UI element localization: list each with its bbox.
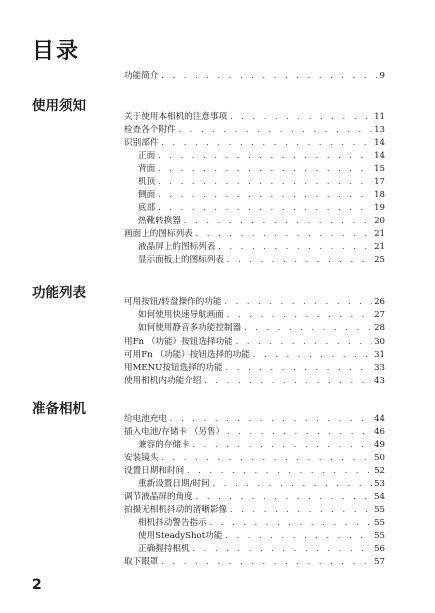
toc-entry-label: 兼容的存储卡 [138,440,190,450]
toc-entry-page: 18 [374,190,385,200]
leader-dots [157,189,372,201]
toc-entry-page: 46 [374,427,385,437]
leader-dots [229,111,372,123]
toc-entry-label: 热靴转换器 [138,216,181,226]
toc-entry-page: 56 [374,544,385,554]
toc-entry-label: 底部 [138,203,156,213]
leader-dots [160,70,377,82]
toc-entry-label: 安装镜头 [124,453,159,463]
toc-entry-page: 21 [374,229,385,239]
toc-subentry[interactable] [138,150,385,162]
toc-entry-page: 27 [374,310,385,320]
toc-entry-page: 31 [374,350,385,360]
leader-dots [203,375,372,387]
toc-entry-page: 55 [374,518,385,528]
toc-subentry[interactable] [138,189,385,201]
toc-entry-label: 关于使用本相机的注意事项 [124,112,228,122]
toc-entry-label: 拍摄无相机抖动的清晰影像 [124,505,228,515]
toc-entry-page: 43 [374,376,385,386]
toc-subentry[interactable] [138,254,385,266]
toc-entry[interactable] [124,137,385,149]
toc-entry[interactable] [124,491,385,503]
toc-entry-label: 画面上的图标列表 [124,229,193,239]
toc-entry-label: 相机抖动警告指示 [138,518,207,528]
toc-entry-label: 重新设置日期/时间 [138,479,210,489]
toc-entry[interactable] [124,426,385,438]
toc-entry-label: 正确握持相机 [138,544,190,554]
toc-entry-label: 如何使用快速导航画面 [138,310,224,320]
toc-entry[interactable] [124,375,385,387]
toc-entry-label: 机顶 [138,177,156,187]
toc-subentry[interactable] [138,322,385,334]
toc-subentry[interactable] [138,530,385,542]
toc-entry-page: 50 [374,453,385,463]
toc-entry[interactable] [124,465,385,477]
toc-subentry[interactable] [138,241,385,253]
leader-dots [225,362,372,374]
leader-dots [192,543,372,555]
toc-entry[interactable] [124,111,385,123]
toc-entry-page: 17 [374,177,385,187]
leader-dots [235,336,372,348]
toc-entry-label: 设置日期和时间 [124,466,185,476]
leader-dots [252,349,372,361]
leader-dots [226,426,372,438]
toc-entry-label: 插入电池/存储卡 （另售） [124,427,225,437]
toc-entry[interactable] [124,228,385,240]
toc-entry-label: 功能简介 [124,71,159,81]
toc-entry-page: 14 [374,138,385,148]
page-title: 目录 [32,39,81,64]
leader-dots [169,413,372,425]
toc-entry[interactable] [124,452,385,464]
toc-entry-page: 53 [374,479,385,489]
toc-entry-page: 55 [374,531,385,541]
leader-dots [160,452,372,464]
leader-dots [217,241,372,253]
leader-dots [226,254,372,266]
toc-entry-page: 33 [374,363,385,373]
toc-entry-page: 11 [374,112,385,122]
toc-entry-label: 如何使用静音多功能控制器 [138,323,242,333]
toc-entry[interactable] [124,336,385,348]
leader-dots [186,465,372,477]
toc-entry-label: 用MENU按钮选择的功能 [124,363,223,373]
toc-entry[interactable] [124,296,385,308]
toc-subentry[interactable] [138,478,385,490]
leader-dots [223,296,372,308]
toc-entry-page: 52 [374,466,385,476]
toc-entry-label: 背面 [138,164,156,174]
toc-entry-label: 使用SteadyShot功能 [138,531,223,541]
toc-entry-page: 30 [374,337,385,347]
toc-subentry[interactable] [138,543,385,555]
toc-entry-label: 显示面板上的图标列表 [138,255,224,265]
leader-dots [229,504,372,516]
toc-entry-label: 可用Fn （功能）按钮选择的功能 [124,350,250,360]
leader-dots [226,309,372,321]
toc-subentry[interactable] [138,163,385,175]
toc-subentry[interactable] [138,202,385,214]
leader-dots [243,322,372,334]
toc-entry-label: 给电池充电 [124,414,167,424]
leader-dots [224,530,372,542]
toc-entry[interactable] [124,349,385,361]
section-heading-preparing-camera: 准备相机 [32,401,86,417]
toc-subentry[interactable] [138,309,385,321]
toc-entry-page: 25 [374,255,385,265]
toc-entry-page: 13 [374,125,385,135]
toc-subentry[interactable] [138,215,385,227]
toc-entry[interactable] [124,124,385,136]
toc-entry-label: 用Fn （功能）按钮选择功能 [124,337,233,347]
leader-dots [209,517,372,529]
toc-entry-label: 调节液晶屏的角度 [124,492,193,502]
toc-entry[interactable] [124,413,385,425]
toc-entry-page: 20 [374,216,385,226]
leader-dots [157,150,372,162]
toc-entry-label: 使用相机内功能介绍 [124,376,202,386]
leader-dots [178,124,372,136]
toc-entry[interactable] [124,504,385,516]
toc-entry-intro[interactable] [124,70,385,82]
toc-entry-page: 57 [374,557,385,567]
toc-entry-label: 识别部件 [124,138,159,148]
toc-entry-page: 14 [374,151,385,161]
toc-entry-label: 取下眼罩 [124,557,159,567]
leader-dots [195,491,372,503]
toc-entry[interactable] [124,556,385,568]
toc-subentry[interactable] [138,439,385,451]
toc-entry-label: 检查各个附件 [124,125,176,135]
leader-dots [183,215,372,227]
section-heading-getting-started: 使用须知 [32,98,86,114]
leader-dots [157,202,372,214]
leader-dots [160,137,372,149]
toc-entry-page: 19 [374,203,385,213]
toc-subentry[interactable] [138,176,385,188]
leader-dots [157,163,372,175]
toc-entry-page: 15 [374,164,385,174]
leader-dots [195,228,372,240]
toc-entry-page: 21 [374,242,385,252]
toc-entry-label: 可用按钮/转盘操作的功能 [124,297,222,307]
section-heading-function-list: 功能列表 [32,285,86,301]
leader-dots [160,556,372,568]
toc-entry-page: 9 [379,71,385,81]
toc-entry-label: 正面 [138,151,156,161]
toc-entry-page: 26 [374,297,385,307]
toc-entry[interactable] [124,362,385,374]
page-number: 2 [32,577,42,593]
leader-dots [157,176,372,188]
toc-entry-label: 液晶屏上的图标列表 [138,242,216,252]
toc-subentry[interactable] [138,517,385,529]
toc-entry-page: 55 [374,505,385,515]
toc-entry-page: 49 [374,440,385,450]
toc-entry-page: 54 [374,492,385,502]
leader-dots [192,439,372,451]
toc-entry-label: 侧面 [138,190,156,200]
toc-entry-page: 28 [374,323,385,333]
toc-entry-page: 44 [374,414,385,424]
leader-dots [212,478,372,490]
